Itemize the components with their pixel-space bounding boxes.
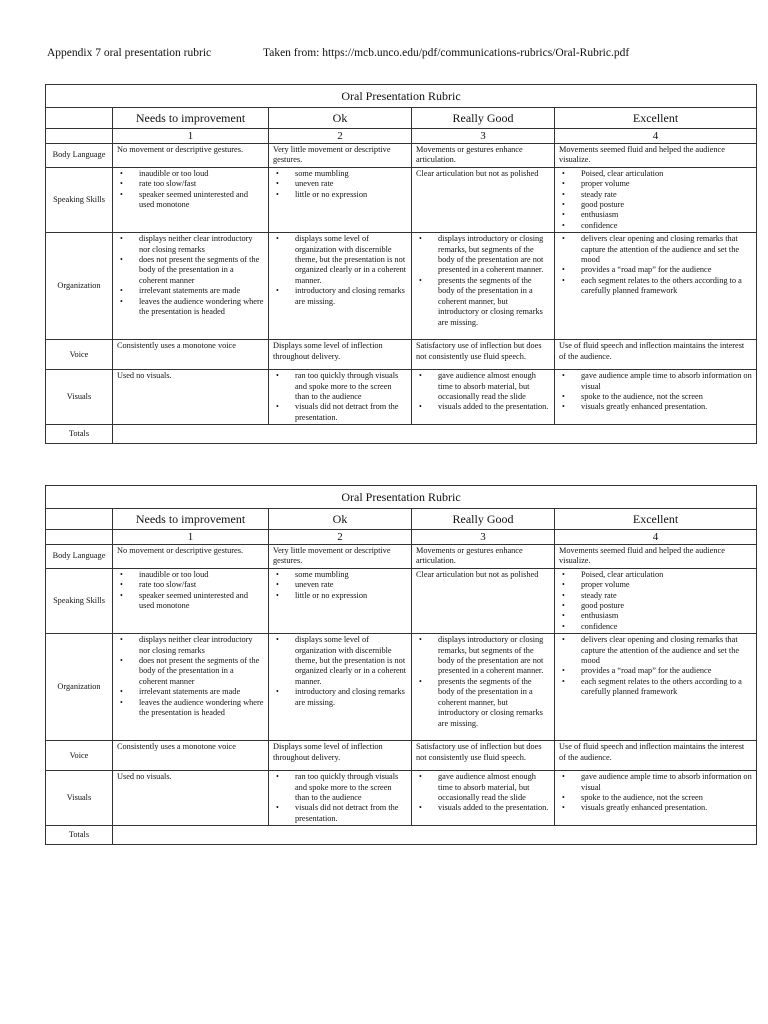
descriptor-item: • gave audience almost enough time to absorb material, but occasionally read the slide bbox=[416, 772, 550, 803]
totals-label: Totals bbox=[46, 826, 113, 845]
criterion-label: Speaking Skills bbox=[46, 568, 113, 633]
rubric-cell-voice-4 bbox=[555, 741, 757, 771]
rubric-table bbox=[45, 485, 757, 845]
descriptor-item: • visuals added to the presentation. bbox=[416, 803, 550, 813]
descriptor-text: Displays some level of inflection throughout delivery. bbox=[273, 341, 383, 361]
descriptor-list bbox=[273, 234, 407, 307]
descriptor-item: • does not present the segments of the body of the presentation in a coherent manner bbox=[117, 656, 264, 687]
criterion-row-voice bbox=[46, 340, 757, 370]
descriptor-item: • leaves the audience wondering where the presentation is headed bbox=[117, 297, 264, 318]
rubric-cell-voice-3 bbox=[412, 340, 555, 370]
rubric-cell-organization-2 bbox=[269, 634, 412, 741]
totals-row bbox=[46, 826, 757, 845]
descriptor-list bbox=[117, 169, 264, 211]
descriptor-list bbox=[559, 234, 752, 296]
descriptor-list bbox=[416, 772, 550, 814]
descriptor-item: • each segment relates to the others according to a carefully planned framework bbox=[559, 677, 752, 698]
descriptor-item: • speaker seemed uninterested and used monotone bbox=[117, 190, 264, 211]
source-citation: Taken from: https://mcb.unco.edu/pdf/communications-rubrics/Oral-Rubric.pdf bbox=[263, 47, 630, 59]
descriptor-text: Movements or gestures enhance articulation. bbox=[416, 145, 523, 165]
score-3: 3 bbox=[412, 129, 555, 144]
rubric-cell-voice-2 bbox=[269, 340, 412, 370]
descriptor-item: • irrelevant statements are made bbox=[117, 687, 264, 697]
descriptor-text: Movements seemed fluid and helped the audience visualize. bbox=[559, 145, 725, 165]
descriptor-item: • confidence bbox=[559, 221, 752, 231]
descriptor-item: • rate too slow/fast bbox=[117, 179, 264, 189]
descriptor-item: • visuals did not detract from the presentation. bbox=[273, 803, 407, 824]
descriptor-item: • ran too quickly through visuals and spoke more to the screen than to the audience bbox=[273, 772, 407, 803]
descriptor-item: • displays some level of organization with discernible theme, but the presentation is not organized clearly or in a coherent manner. bbox=[273, 635, 407, 687]
descriptor-item: • spoke to the audience, not the screen bbox=[559, 793, 752, 803]
title-row bbox=[46, 85, 757, 108]
corner-cell bbox=[46, 129, 113, 144]
rubric-cell-speaking-skills-3 bbox=[412, 568, 555, 633]
rubric-cell-speaking-skills-2 bbox=[269, 167, 412, 232]
descriptor-item: • visuals did not detract from the presentation. bbox=[273, 402, 407, 423]
descriptor-list bbox=[559, 772, 752, 814]
rubric-cell-organization-4 bbox=[555, 634, 757, 741]
rubric-cell-organization-4 bbox=[555, 233, 757, 340]
descriptor-text: Clear articulation but not as polished bbox=[416, 569, 539, 579]
descriptor-text: Use of fluid speech and inflection maintains the interest of the audience. bbox=[559, 742, 745, 762]
descriptor-item: • rate too slow/fast bbox=[117, 580, 264, 590]
descriptor-list bbox=[273, 169, 407, 200]
criterion-label: Visuals bbox=[46, 370, 113, 425]
descriptor-list bbox=[559, 635, 752, 697]
descriptor-item: • enthusiasm bbox=[559, 611, 752, 621]
rubric-cell-speaking-skills-1 bbox=[113, 167, 269, 232]
descriptor-list bbox=[416, 234, 550, 328]
rubric-cell-body-language-2 bbox=[269, 545, 412, 569]
rubric-title: Oral Presentation Rubric bbox=[46, 85, 757, 108]
descriptor-item: • gave audience ample time to absorb information on visual bbox=[559, 371, 752, 392]
descriptor-item: • delivers clear opening and closing remarks that capture the attention of the audience and set the mood bbox=[559, 635, 752, 666]
criterion-row-visuals bbox=[46, 370, 757, 425]
totals-row bbox=[46, 425, 757, 444]
rubric-cell-speaking-skills-4 bbox=[555, 568, 757, 633]
score-row bbox=[46, 530, 757, 545]
descriptor-text: Used no visuals. bbox=[117, 371, 172, 381]
corner-cell bbox=[46, 509, 113, 530]
descriptor-list bbox=[117, 570, 264, 612]
rubric-cell-body-language-1 bbox=[113, 545, 269, 569]
score-3: 3 bbox=[412, 530, 555, 545]
totals-value-cell[interactable] bbox=[113, 826, 757, 845]
descriptor-item: • speaker seemed uninterested and used monotone bbox=[117, 591, 264, 612]
descriptor-item: • little or no expression bbox=[273, 190, 407, 200]
descriptor-item: • visuals added to the presentation. bbox=[416, 402, 550, 412]
descriptor-item: • good posture bbox=[559, 200, 752, 210]
descriptor-item: • each segment relates to the others according to a carefully planned framework bbox=[559, 276, 752, 297]
descriptor-item: • spoke to the audience, not the screen bbox=[559, 392, 752, 402]
descriptor-item: • steady rate bbox=[559, 190, 752, 200]
score-2: 2 bbox=[269, 129, 412, 144]
rubric-title: Oral Presentation Rubric bbox=[46, 486, 757, 509]
rubric-cell-organization-3 bbox=[412, 233, 555, 340]
rubric-cell-voice-3 bbox=[412, 741, 555, 771]
criterion-row-body-language bbox=[46, 144, 757, 168]
descriptor-item: • Poised, clear articulation bbox=[559, 169, 752, 179]
descriptor-item: • inaudible or too loud bbox=[117, 169, 264, 179]
rubric-cell-speaking-skills-4 bbox=[555, 167, 757, 232]
level-header-needs-to-improvement: Needs to improvement bbox=[113, 509, 269, 530]
descriptor-text: Displays some level of inflection throughout delivery. bbox=[273, 742, 383, 762]
descriptor-item: • visuals greatly enhanced presentation. bbox=[559, 803, 752, 813]
descriptor-item: • does not present the segments of the body of the presentation in a coherent manner bbox=[117, 255, 264, 286]
page-header bbox=[47, 46, 737, 62]
descriptor-item: • Poised, clear articulation bbox=[559, 570, 752, 580]
rubric-cell-visuals-1 bbox=[113, 771, 269, 826]
rubric-cell-visuals-2 bbox=[269, 771, 412, 826]
rubric-cell-speaking-skills-1 bbox=[113, 568, 269, 633]
criterion-label: Voice bbox=[46, 741, 113, 771]
rubric-cell-body-language-3 bbox=[412, 144, 555, 168]
rubric-cell-visuals-3 bbox=[412, 771, 555, 826]
descriptor-item: • displays neither clear introductory nor closing remarks bbox=[117, 234, 264, 255]
level-header-needs-to-improvement: Needs to improvement bbox=[113, 108, 269, 129]
descriptor-item: • some mumbling bbox=[273, 169, 407, 179]
title-row bbox=[46, 486, 757, 509]
descriptor-item: • introductory and closing remarks are missing. bbox=[273, 286, 407, 307]
score-1: 1 bbox=[113, 530, 269, 545]
descriptor-item: • displays neither clear introductory nor closing remarks bbox=[117, 635, 264, 656]
descriptor-item: • good posture bbox=[559, 601, 752, 611]
descriptor-item: • enthusiasm bbox=[559, 210, 752, 220]
descriptor-text: No movement or descriptive gestures. bbox=[117, 145, 244, 154]
descriptor-text: No movement or descriptive gestures. bbox=[117, 546, 244, 555]
rubric-cell-voice-1 bbox=[113, 340, 269, 370]
criterion-row-visuals bbox=[46, 771, 757, 826]
descriptor-item: • presents the segments of the body of the presentation in a coherent manner, but introductory or closing remarks are missing. bbox=[416, 677, 550, 729]
criterion-row-speaking-skills bbox=[46, 167, 757, 232]
descriptor-item: • irrelevant statements are made bbox=[117, 286, 264, 296]
level-header-really-good: Really Good bbox=[412, 509, 555, 530]
descriptor-item: • ran too quickly through visuals and spoke more to the screen than to the audience bbox=[273, 371, 407, 402]
descriptor-item: • gave audience ample time to absorb information on visual bbox=[559, 772, 752, 793]
level-header-really-good: Really Good bbox=[412, 108, 555, 129]
descriptor-list bbox=[273, 772, 407, 824]
descriptor-item: • delivers clear opening and closing remarks that capture the attention of the audience and set the mood bbox=[559, 234, 752, 265]
criterion-label: Visuals bbox=[46, 771, 113, 826]
descriptor-item: • leaves the audience wondering where the presentation is headed bbox=[117, 698, 264, 719]
corner-cell bbox=[46, 530, 113, 545]
descriptor-text: Movements seemed fluid and helped the audience visualize. bbox=[559, 546, 725, 566]
level-header-excellent: Excellent bbox=[555, 108, 757, 129]
descriptor-text: Movements or gestures enhance articulation. bbox=[416, 546, 523, 566]
rubric-cell-body-language-4 bbox=[555, 545, 757, 569]
level-header-ok: Ok bbox=[269, 108, 412, 129]
rubric-cell-speaking-skills-2 bbox=[269, 568, 412, 633]
descriptor-list bbox=[117, 234, 264, 317]
criterion-label: Organization bbox=[46, 634, 113, 741]
descriptor-text: Consistently uses a monotone voice bbox=[117, 341, 236, 351]
criterion-label: Organization bbox=[46, 233, 113, 340]
descriptor-item: • some mumbling bbox=[273, 570, 407, 580]
level-header-excellent: Excellent bbox=[555, 509, 757, 530]
criterion-label: Voice bbox=[46, 340, 113, 370]
rubric-cell-body-language-3 bbox=[412, 545, 555, 569]
descriptor-list bbox=[273, 371, 407, 423]
rubric-cell-visuals-1 bbox=[113, 370, 269, 425]
descriptor-text: Consistently uses a monotone voice bbox=[117, 742, 236, 752]
rubric-cell-organization-2 bbox=[269, 233, 412, 340]
score-4: 4 bbox=[555, 129, 757, 144]
descriptor-list bbox=[559, 169, 752, 231]
criterion-row-organization bbox=[46, 233, 757, 340]
rubric-cell-body-language-1 bbox=[113, 144, 269, 168]
descriptor-item: • displays some level of organization with discernible theme, but the presentation is not organized clearly or in a coherent manner. bbox=[273, 234, 407, 286]
descriptor-text: Clear articulation but not as polished bbox=[416, 168, 539, 178]
rubric-cell-voice-2 bbox=[269, 741, 412, 771]
level-header-row bbox=[46, 509, 757, 530]
level-header-row bbox=[46, 108, 757, 129]
rubric-cell-speaking-skills-3 bbox=[412, 167, 555, 232]
descriptor-list bbox=[273, 635, 407, 708]
criterion-row-speaking-skills bbox=[46, 568, 757, 633]
score-2: 2 bbox=[269, 530, 412, 545]
descriptor-list bbox=[273, 570, 407, 601]
descriptor-item: • uneven rate bbox=[273, 580, 407, 590]
descriptor-item: • presents the segments of the body of the presentation in a coherent manner, but introductory or closing remarks are missing. bbox=[416, 276, 550, 328]
descriptor-item: • proper volume bbox=[559, 179, 752, 189]
rubric-cell-body-language-4 bbox=[555, 144, 757, 168]
descriptor-item: • provides a “road map” for the audience bbox=[559, 666, 752, 676]
descriptor-item: • provides a “road map” for the audience bbox=[559, 265, 752, 275]
descriptor-item: • displays introductory or closing remarks, but segments of the body of the presentation are not presented in a coherent manner. bbox=[416, 234, 550, 276]
descriptor-item: • confidence bbox=[559, 622, 752, 632]
rubric-cell-organization-1 bbox=[113, 233, 269, 340]
descriptor-item: • little or no expression bbox=[273, 591, 407, 601]
descriptor-list bbox=[416, 635, 550, 729]
rubric-cell-visuals-4 bbox=[555, 370, 757, 425]
descriptor-text: Used no visuals. bbox=[117, 772, 172, 782]
descriptor-item: • introductory and closing remarks are missing. bbox=[273, 687, 407, 708]
rubric-cell-visuals-3 bbox=[412, 370, 555, 425]
descriptor-item: • inaudible or too loud bbox=[117, 570, 264, 580]
appendix-label: Appendix 7 oral presentation rubric bbox=[47, 47, 212, 59]
rubric-cell-voice-4 bbox=[555, 340, 757, 370]
rubric-cell-voice-1 bbox=[113, 741, 269, 771]
rubric-cell-visuals-2 bbox=[269, 370, 412, 425]
score-1: 1 bbox=[113, 129, 269, 144]
descriptor-list bbox=[559, 570, 752, 632]
descriptor-text: Satisfactory use of inflection but does not consistently use fluid speech. bbox=[416, 341, 542, 361]
rubric-cell-organization-1 bbox=[113, 634, 269, 741]
descriptor-item: • steady rate bbox=[559, 591, 752, 601]
descriptor-text: Very little movement or descriptive gestures. bbox=[273, 145, 391, 165]
descriptor-text: Very little movement or descriptive gestures. bbox=[273, 546, 391, 566]
totals-value-cell[interactable] bbox=[113, 425, 757, 444]
level-header-ok: Ok bbox=[269, 509, 412, 530]
rubric-cell-visuals-4 bbox=[555, 771, 757, 826]
totals-label: Totals bbox=[46, 425, 113, 444]
descriptor-item: • displays introductory or closing remarks, but segments of the body of the presentation are not presented in a coherent manner. bbox=[416, 635, 550, 677]
criterion-row-organization bbox=[46, 634, 757, 741]
corner-cell bbox=[46, 108, 113, 129]
descriptor-item: • visuals greatly enhanced presentation. bbox=[559, 402, 752, 412]
criterion-label: Body Language bbox=[46, 545, 113, 569]
rubric-cell-organization-3 bbox=[412, 634, 555, 741]
descriptor-list bbox=[559, 371, 752, 413]
descriptor-list bbox=[416, 371, 550, 413]
criterion-row-body-language bbox=[46, 545, 757, 569]
descriptor-text: Use of fluid speech and inflection maintains the interest of the audience. bbox=[559, 341, 745, 361]
rubric-cell-body-language-2 bbox=[269, 144, 412, 168]
criterion-label: Speaking Skills bbox=[46, 167, 113, 232]
score-4: 4 bbox=[555, 530, 757, 545]
descriptor-text: Satisfactory use of inflection but does not consistently use fluid speech. bbox=[416, 742, 542, 762]
descriptor-item: • uneven rate bbox=[273, 179, 407, 189]
score-row bbox=[46, 129, 757, 144]
descriptor-item: • gave audience almost enough time to absorb material, but occasionally read the slide bbox=[416, 371, 550, 402]
criterion-row-voice bbox=[46, 741, 757, 771]
descriptor-item: • proper volume bbox=[559, 580, 752, 590]
descriptor-list bbox=[117, 635, 264, 718]
rubric-table bbox=[45, 84, 757, 444]
criterion-label: Body Language bbox=[46, 144, 113, 168]
